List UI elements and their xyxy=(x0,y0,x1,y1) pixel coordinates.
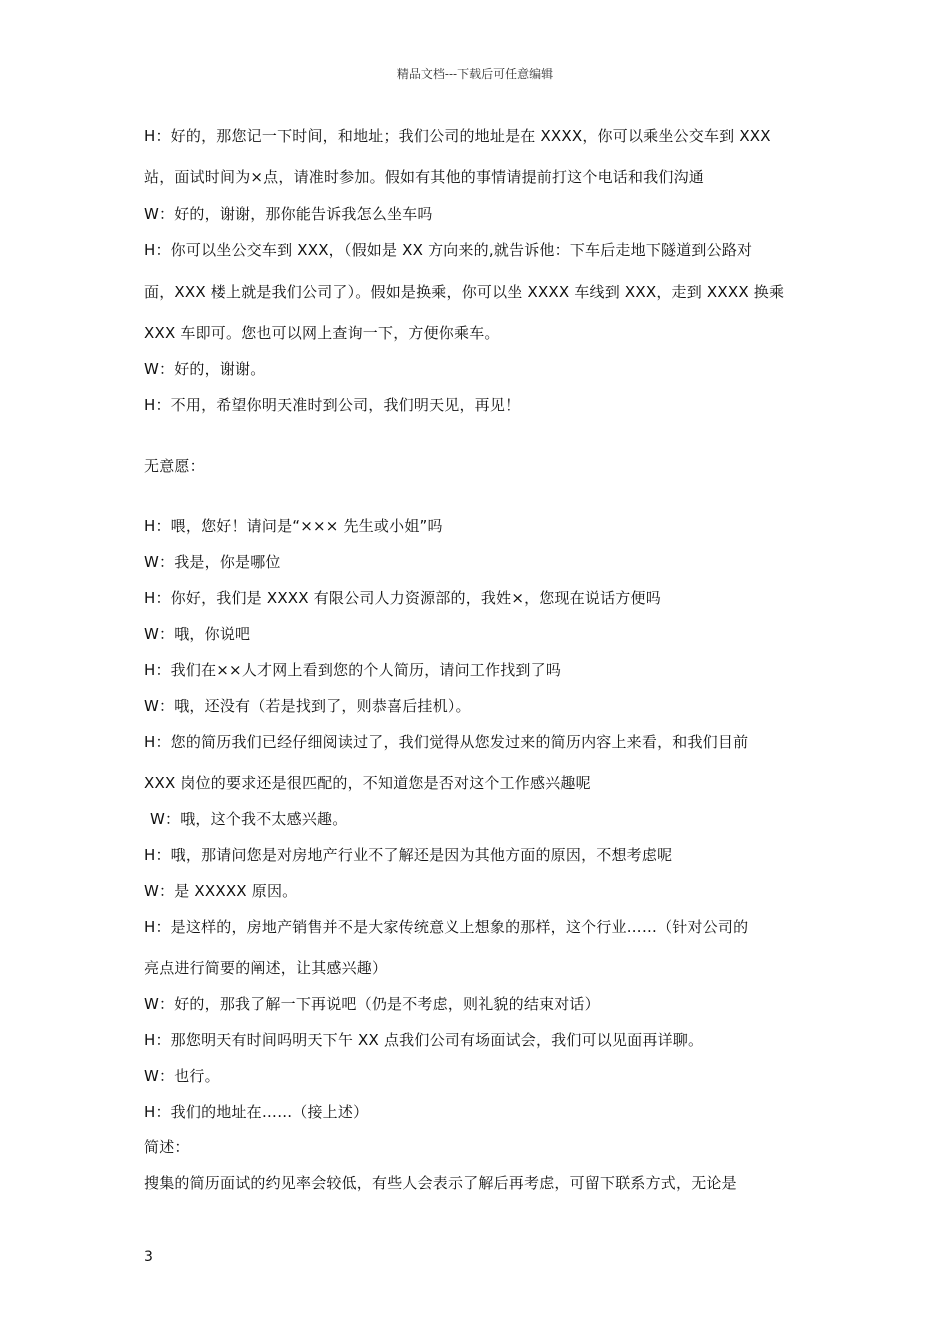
page-header: 精品文档---下载后可任意编辑 xyxy=(396,67,554,81)
text-line: H：不用，希望你明天准时到公司，我们明天见，再见！ xyxy=(144,396,521,414)
text-line: W：好的，那我了解一下再说吧（仍是不考虑，则礼貌的结束对话） xyxy=(144,995,600,1013)
text-line: H：我们在××人才网上看到您的个人简历，请问工作找到了吗 xyxy=(144,661,562,679)
text-line: W：好的，谢谢，那你能告诉我怎么坐车吗 xyxy=(144,205,433,223)
text-line: W：哦，这个我不太感兴趣。 xyxy=(150,810,348,828)
text-line: H：你好，我们是 XXXX 有限公司人力资源部的，我姓×，您现在说话方便吗 xyxy=(144,589,661,607)
text-line: W：哦，还没有（若是找到了，则恭喜后挂机）。 xyxy=(144,697,471,715)
text-line: W：好的，谢谢。 xyxy=(144,360,266,378)
text-line: 站，面试时间为×点，请准时参加。假如有其他的事情请提前打这个电话和我们沟通 xyxy=(144,168,704,186)
text-line: H：喂，您好！请问是“××× 先生或小姐”吗 xyxy=(144,517,443,535)
text-line: XXX 岗位的要求还是很匹配的，不知道您是否对这个工作感兴趣呢 xyxy=(144,774,591,792)
text-line: W：哦，你说吧 xyxy=(144,625,251,643)
text-line: H：那您明天有时间吗明天下午 XX 点我们公司有场面试会，我们可以见面再详聊。 xyxy=(144,1031,704,1049)
text-line: H：我们的地址在……（接上述） xyxy=(144,1103,369,1121)
text-line: H：哦，那请问您是对房地产行业不了解还是因为其他方面的原因，不想考虑呢 xyxy=(144,846,673,864)
text-line: W：是 XXXXX 原因。 xyxy=(144,882,298,900)
text-line: 亮点进行简要的阐述，让其感兴趣） xyxy=(144,959,388,977)
text-line: H：好的，那您记一下时间，和地址；我们公司的地址是在 XXXX，你可以乘坐公交车到 XXX xyxy=(144,127,771,145)
section-heading: 简述： xyxy=(144,1138,190,1156)
text-line: XXX 车即可。您也可以网上查询一下，方便你乘车。 xyxy=(144,324,500,342)
text-line: W：我是，你是哪位 xyxy=(144,553,281,571)
text-line: 搜集的简历面试的约见率会较低，有些人会表示了解后再考虑，可留下联系方式，无论是 xyxy=(144,1174,737,1192)
text-line: 面，XXX 楼上就是我们公司了）。假如是换乘，你可以坐 XXXX 车线到 XXX，走到 XXXX 换乘 xyxy=(144,283,785,301)
text-line: W：也行。 xyxy=(144,1067,220,1085)
text-line: H：您的简历我们已经仔细阅读过了，我们觉得从您发过来的简历内容上来看，和我们目前 xyxy=(144,733,749,751)
page-number: 3 xyxy=(144,1249,153,1265)
section-heading: 无意愿： xyxy=(144,457,205,475)
text-line: H：你可以坐公交车到 XXX，（假如是 XX 方向来的,就告诉他：下车后走地下隧道到公路对 xyxy=(144,241,753,259)
text-line: H：是这样的，房地产销售并不是大家传统意义上想象的那样，这个行业……（针对公司的 xyxy=(144,918,749,936)
